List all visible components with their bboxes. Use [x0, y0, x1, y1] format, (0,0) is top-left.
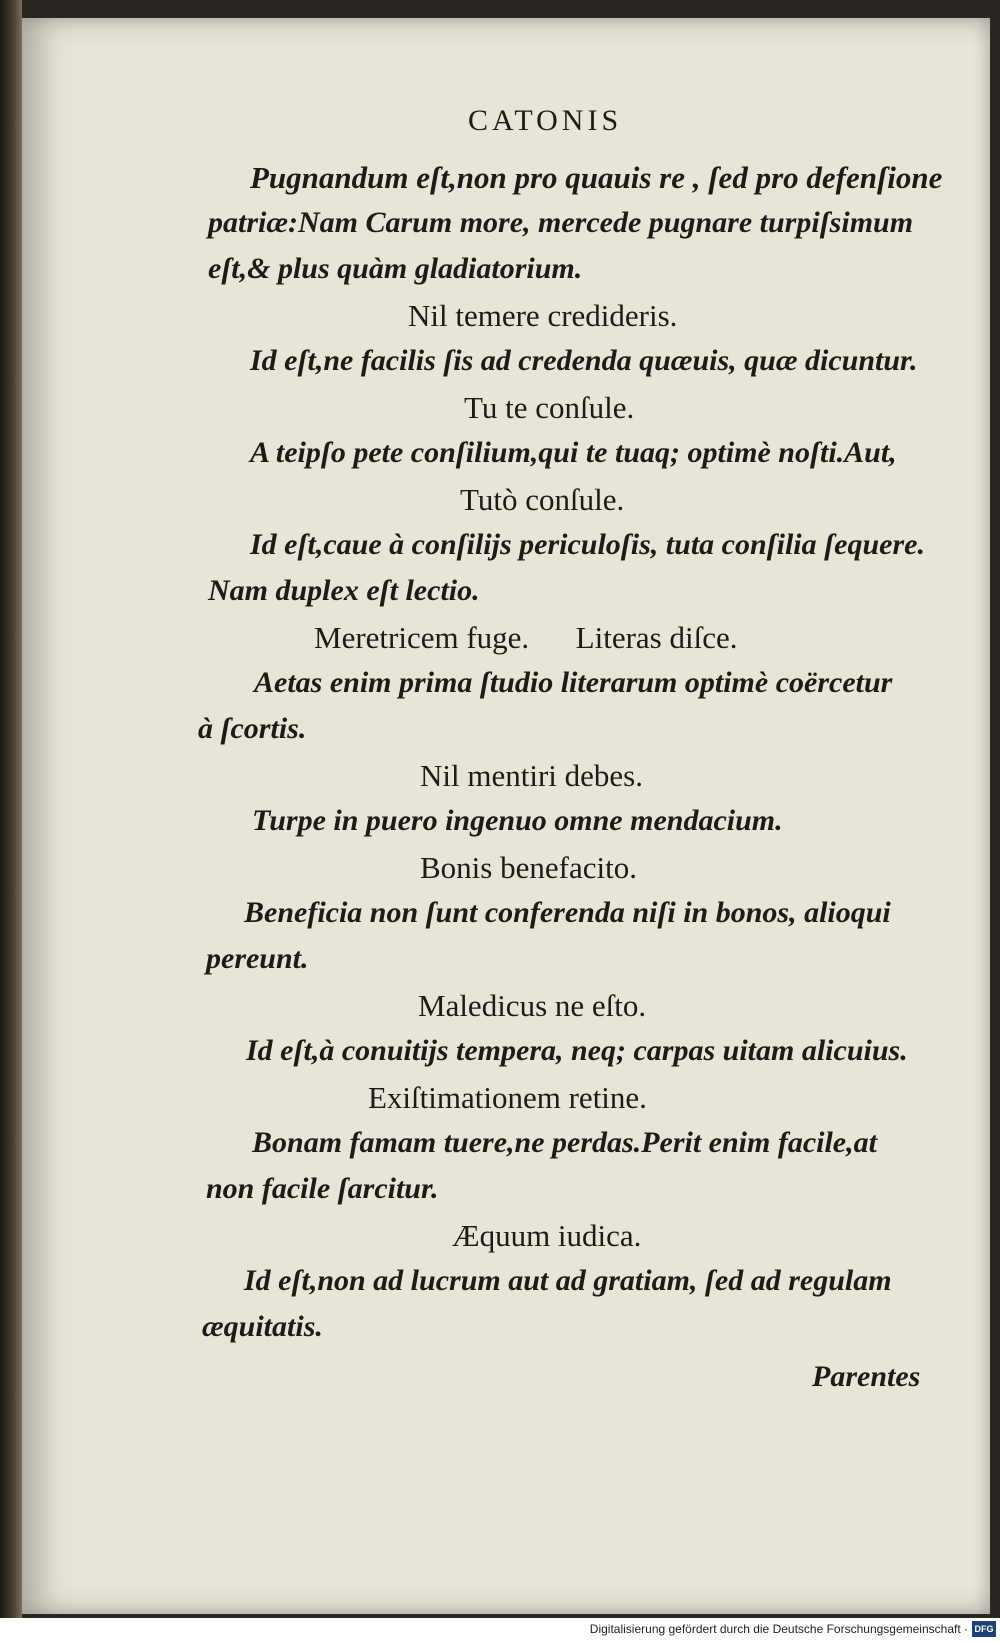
- maxim-heading: Tutò conſule.: [460, 482, 625, 517]
- text-line: à ſcortis.: [198, 712, 307, 745]
- catchword: Parentes: [812, 1360, 921, 1393]
- book-gutter: [0, 0, 22, 1618]
- text-line: Nam duplex eſt lectio.: [208, 574, 480, 607]
- book-page: [22, 18, 990, 1614]
- text-line: Turpe in puero ingenuo omne mendacium.: [252, 804, 783, 837]
- text-line: Id eſt,non ad lucrum aut ad gratiam, ſed ad regulam: [244, 1264, 892, 1297]
- dfg-logo-icon: DFG: [972, 1621, 996, 1637]
- page-text-block: [22, 18, 990, 1614]
- text-line: Pugnandum eſt,non pro quauis re , ſed pro defenſione: [250, 160, 943, 195]
- maxim-heading: Tu te conſule.: [464, 390, 635, 425]
- text-line: pereunt.: [206, 942, 309, 975]
- text-line: Bonam famam tuere,ne perdas.Perit enim facile,at: [252, 1126, 877, 1159]
- footer-bar: [0, 1618, 1000, 1642]
- maxim-heading: Exiſtimationem retine.: [368, 1080, 647, 1115]
- maxim-heading: Maledicus ne eſto.: [418, 988, 647, 1023]
- text-line: A teipſo pete conſilium,qui te tuaq; optimè noſti.Aut,: [250, 436, 897, 469]
- maxim-heading: Æquum iudica.: [452, 1218, 642, 1253]
- maxim-heading: Nil temere credideris.: [408, 298, 678, 333]
- maxim-heading: Meretricem fuge. Literas diſce.: [314, 620, 738, 655]
- text-line: Id eſt,à conuitijs tempera, neq; carpas uitam alicuius.: [246, 1034, 908, 1067]
- maxim-heading: Bonis benefacito.: [420, 850, 637, 885]
- text-line: patriæ:Nam Carum more, mercede pugnare turpiſsimum: [208, 206, 914, 239]
- text-line: Id eſt,caue à conſilijs periculoſis, tuta conſilia ſequere.: [250, 528, 925, 561]
- text-line: Aetas enim prima ſtudio literarum optimè coërcetur: [254, 666, 893, 699]
- footer-credit: Digitalisierung gefördert durch die Deutsche Forschungsgemeinschaft ·: [589, 1622, 968, 1636]
- maxim-heading: Nil mentiri debes.: [420, 758, 643, 793]
- text-line: eſt,& plus quàm gladiatorium.: [208, 252, 583, 285]
- text-line: Id eſt,ne facilis ſis ad credenda quæuis, quæ dicuntur.: [250, 344, 918, 377]
- running-header: CATONIS: [468, 104, 623, 137]
- text-line: Beneficia non ſunt conferenda niſi in bonos, alioqui: [244, 896, 891, 929]
- text-line: non facile ſarcitur.: [206, 1172, 439, 1205]
- text-line: æquitatis.: [202, 1310, 323, 1343]
